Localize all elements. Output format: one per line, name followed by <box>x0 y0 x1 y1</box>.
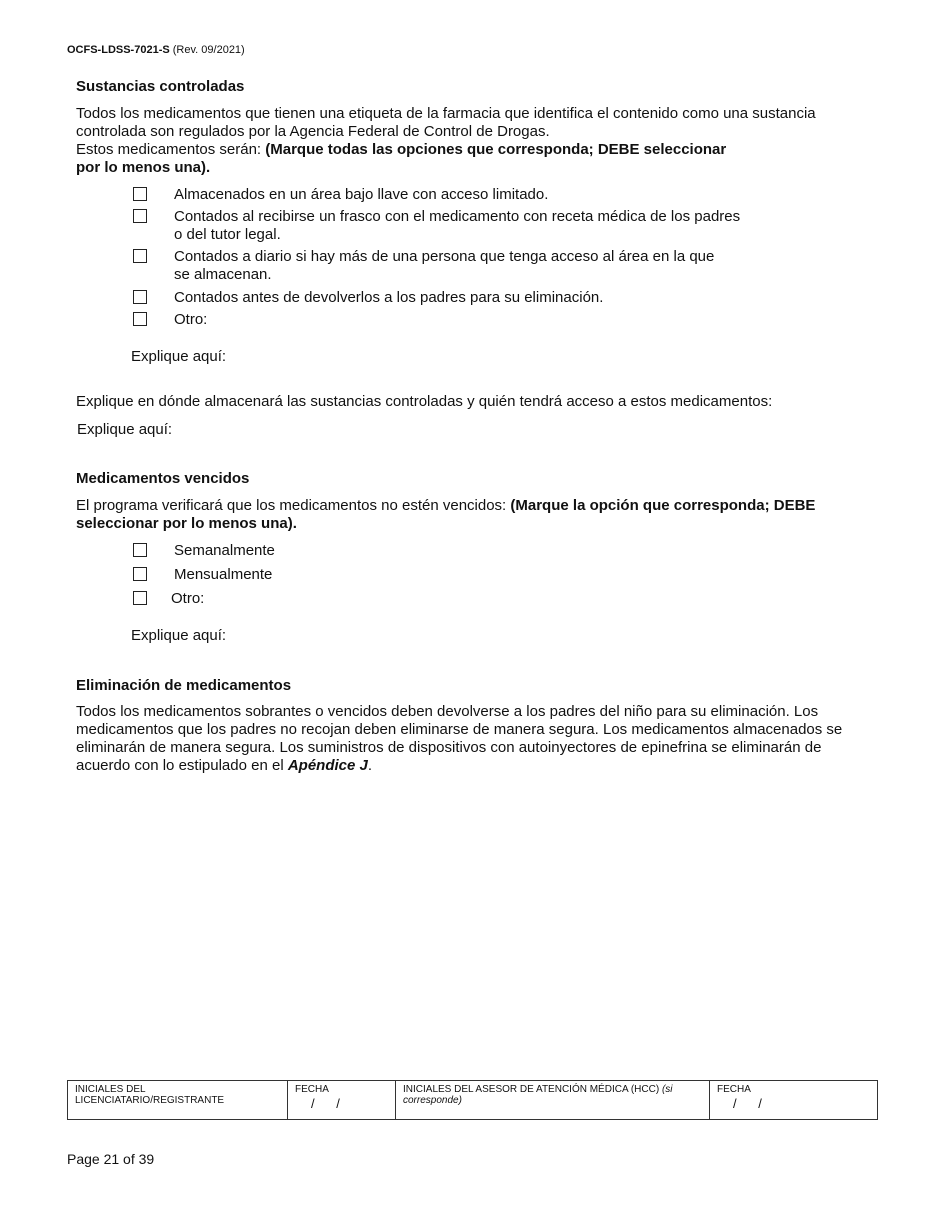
date-label-1: FECHA <box>295 1084 329 1095</box>
checkbox-controlled-other[interactable] <box>133 312 147 326</box>
licensee-initials-label: INICIALES DEL LICENCIATARIO/REGISTRANTE <box>75 1084 225 1106</box>
controlled-instruction-line1 <box>76 141 816 159</box>
option-counted-before-return <box>174 289 603 307</box>
checkbox-weekly[interactable] <box>133 543 147 557</box>
expired-heading: Medicamentos vencidos <box>76 470 250 487</box>
controlled-instruction-plain: Estos medicamentos serán: <box>76 141 266 158</box>
expired-para-bold: (Marque la opción que corresponda; DEBE <box>510 497 816 514</box>
expired-explain-label: Explique aquí: <box>131 627 227 644</box>
initials-table <box>67 1080 878 1120</box>
controlled-paragraph <box>76 105 816 177</box>
disposal-line4-plain: acuerdo con lo estipulado en el <box>76 757 288 774</box>
option-line: se almacenan. <box>174 266 272 283</box>
form-revision: (Rev. 09/2021) <box>172 44 245 56</box>
option-line: Almacenados en un área bajo llave con acceso limitado. <box>174 186 549 203</box>
expired-para-bold-2: seleccionar por lo menos una). <box>76 515 297 532</box>
date-slashes-2: / / <box>733 1096 762 1111</box>
date-cell-2[interactable] <box>710 1081 878 1120</box>
form-code: OCFS-LDSS-7021-S <box>67 44 170 56</box>
checkbox-monthly[interactable] <box>133 567 147 581</box>
disposal-line4 <box>76 757 842 775</box>
expired-para-line2 <box>76 515 815 533</box>
controlled-heading: Sustancias controladas <box>76 78 245 95</box>
option-line: Otro: <box>174 311 208 328</box>
controlled-instruction-bold: (Marque todas las opciones que corresponda; DEBE seleccionar <box>265 141 727 158</box>
option-line: o del tutor legal. <box>174 226 281 243</box>
expired-para-plain: El programa verificará que los medicamentos no estén vencidos: <box>76 497 511 514</box>
checkbox-counted-on-receipt[interactable] <box>133 209 147 223</box>
checkbox-counted-before-return[interactable] <box>133 290 147 304</box>
storage-question: Explique en dónde almacenará las sustancias controladas y quién tendrá acceso a estos medicamentos: <box>76 393 773 410</box>
controlled-para-line2: controlada son regulados por la Agencia Federal de Control de Drogas. <box>76 123 550 140</box>
storage-explain-label: Explique aquí: <box>77 421 173 438</box>
hcc-initials-label: INICIALES DEL ASESOR DE ATENCIÓN MÉDICA (HCC) <box>403 1084 660 1095</box>
option-line: Contados al recibirse un frasco con el medicamento con receta médica de los padres <box>174 208 741 225</box>
option-expired-other: Otro: <box>171 590 205 607</box>
date-label-2: FECHA <box>717 1084 751 1095</box>
date-slashes-1: / / <box>311 1096 340 1111</box>
controlled-instruction-bold-2: por lo menos una). <box>76 159 211 176</box>
appendix-j-reference: Apéndice J <box>287 757 368 774</box>
controlled-para-line1: Todos los medicamentos que tienen una etiqueta de la farmacia que identifica el contenido como una sustancia <box>76 105 816 122</box>
checkbox-counted-daily[interactable] <box>133 249 147 263</box>
disposal-line3: eliminarán de manera segura. Los suministros de dispositivos con autoinyectores de epinefrina se eliminarán de <box>76 739 822 756</box>
disposal-line1: Todos los medicamentos sobrantes o vencidos deben devolverse a los padres del niño para su eliminación. Los <box>76 703 819 720</box>
option-counted-daily <box>174 248 714 284</box>
expired-paragraph <box>76 497 815 533</box>
disposal-paragraph <box>76 703 842 775</box>
checkbox-expired-other[interactable] <box>133 591 147 605</box>
page-number: Page 21 of 39 <box>67 1151 155 1167</box>
hcc-initials-cell[interactable] <box>396 1081 710 1120</box>
controlled-instruction-line2 <box>76 159 816 177</box>
option-controlled-other <box>174 311 207 329</box>
option-monthly: Mensualmente <box>174 566 273 583</box>
controlled-explain-label: Explique aquí: <box>131 348 227 365</box>
disposal-line2: medicamentos que los padres no recojan deben eliminarse de manera segura. Los medicamentos almacenados se <box>76 721 843 738</box>
licensee-initials-cell[interactable] <box>68 1081 288 1120</box>
disposal-heading: Eliminación de medicamentos <box>76 677 292 694</box>
disposal-line4-end: . <box>367 757 373 774</box>
option-line: Contados antes de devolverlos a los padres para su eliminación. <box>174 289 604 306</box>
option-weekly: Semanalmente <box>174 542 275 559</box>
form-id <box>67 44 245 56</box>
hcc-note: (si corresponde) <box>403 1084 673 1106</box>
expired-para-line1 <box>76 497 815 515</box>
option-line: Contados a diario si hay más de una persona que tenga acceso al área en la que <box>174 248 715 265</box>
option-locked-area <box>174 186 548 204</box>
option-counted-on-receipt <box>174 208 740 244</box>
checkbox-locked-area[interactable] <box>133 187 147 201</box>
date-cell-1[interactable] <box>288 1081 396 1120</box>
